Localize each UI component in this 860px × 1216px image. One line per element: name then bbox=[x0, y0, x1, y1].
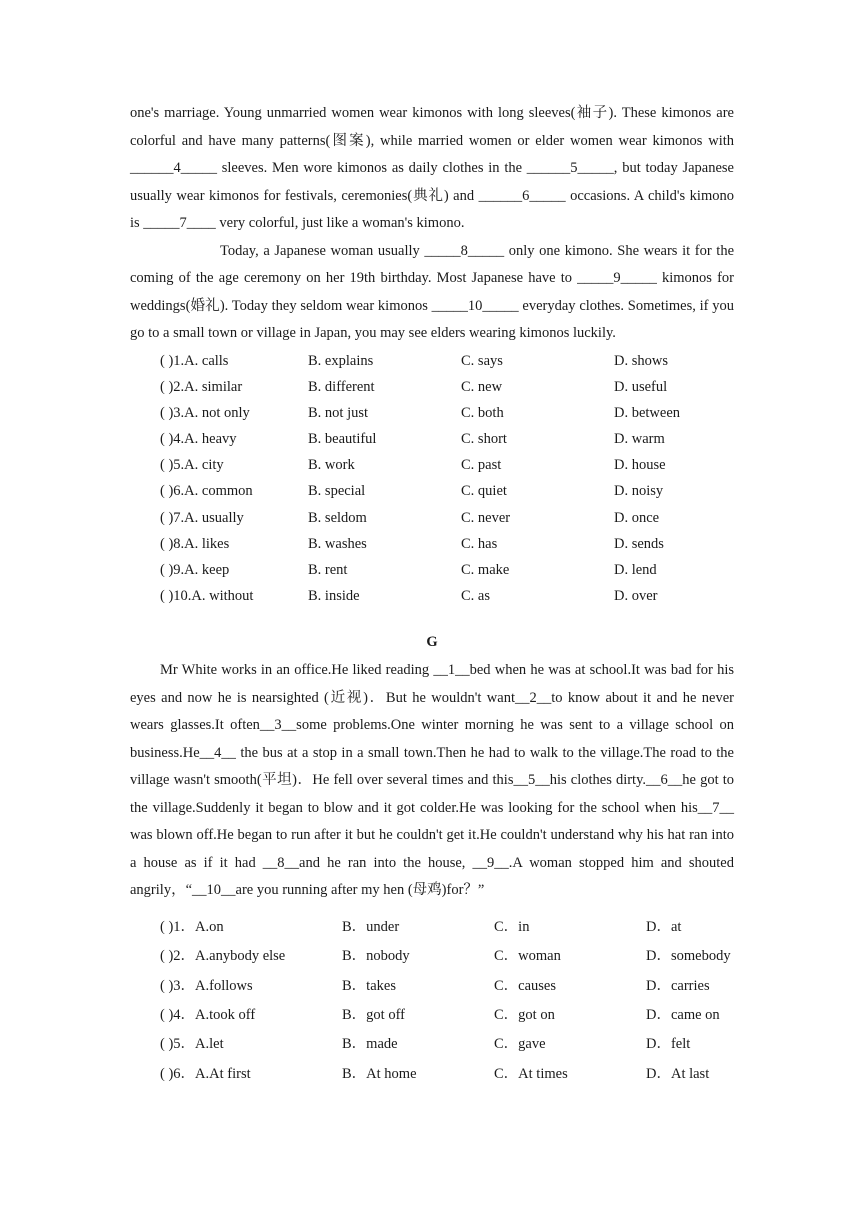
question-option-b: B. rent bbox=[308, 562, 348, 578]
question-option-d: D. house bbox=[614, 457, 666, 474]
question-option-c: C. never bbox=[461, 509, 511, 526]
question-option-d: D. between bbox=[614, 404, 681, 421]
question-option-b: B．under bbox=[342, 918, 400, 935]
question-option-c: C. past bbox=[461, 457, 502, 474]
question-option-d: D. warm bbox=[614, 431, 665, 448]
question-option-a: ( )1.A. calls bbox=[160, 352, 229, 369]
question-option-b: B. not just bbox=[308, 404, 369, 421]
question-option-a: ( )3.A. not only bbox=[160, 404, 250, 421]
question-option-d: D. sends bbox=[614, 535, 664, 552]
question-row bbox=[130, 426, 734, 452]
question-option-d: D．somebody bbox=[646, 948, 731, 965]
question-option-c: C．causes bbox=[494, 977, 557, 994]
question-option-d: D．came on bbox=[646, 1007, 720, 1024]
document-page bbox=[130, 100, 734, 1089]
question-row bbox=[130, 531, 734, 557]
passage-f-paragraph-2: Today, a Japanese woman usually _____8_____ only one kimono. She wears it for the coming of the age ceremony on her 19th birthday. Most Japanese have to _____9_____ kimonos for weddings(婚礼). Today they seldom wear kimonos _____10_____ everyday clothes. Sometimes, if you go to a small town or village in Japan, you may see elders wearing kimonos luckily. bbox=[130, 242, 734, 341]
question-option-b: B. seldom bbox=[308, 509, 367, 526]
question-option-c: C. short bbox=[461, 431, 507, 448]
question-option-a: ( )2．A.anybody else bbox=[160, 948, 286, 965]
question-option-b: B．got off bbox=[342, 1007, 405, 1024]
question-option-c: C. new bbox=[461, 378, 503, 395]
section-g-title: G bbox=[426, 634, 438, 651]
question-option-b: B．made bbox=[342, 1036, 398, 1053]
question-row bbox=[130, 505, 734, 531]
question-option-b: B．nobody bbox=[342, 948, 410, 965]
options-g bbox=[130, 913, 734, 1089]
question-option-c: C. says bbox=[461, 352, 503, 369]
question-option-b: B. work bbox=[308, 457, 355, 474]
question-option-c: C．got on bbox=[494, 1007, 555, 1024]
question-option-b: B. explains bbox=[308, 352, 374, 369]
question-option-a: ( )9.A. keep bbox=[160, 562, 230, 578]
question-option-c: C. both bbox=[461, 404, 504, 421]
question-option-b: B. washes bbox=[308, 535, 367, 552]
question-option-c: C．gave bbox=[494, 1036, 546, 1053]
question-option-a: ( )8.A. likes bbox=[160, 535, 230, 552]
question-option-d: D. lend bbox=[614, 562, 657, 578]
question-option-d: D．at bbox=[646, 918, 682, 935]
question-option-c: C．in bbox=[494, 918, 530, 935]
question-option-a: ( )6．A.At first bbox=[160, 1065, 251, 1082]
question-option-a: ( )1．A.on bbox=[160, 918, 224, 935]
question-option-d: D．felt bbox=[646, 1036, 691, 1053]
question-row bbox=[130, 1001, 734, 1030]
question-option-d: D. once bbox=[614, 509, 660, 526]
question-row bbox=[130, 452, 734, 478]
question-row bbox=[130, 478, 734, 504]
question-option-a: ( )2.A. similar bbox=[160, 378, 243, 395]
question-option-d: D. noisy bbox=[614, 483, 664, 500]
question-option-a: ( )6.A. common bbox=[160, 483, 253, 500]
question-option-b: B. inside bbox=[308, 588, 360, 605]
question-row bbox=[130, 400, 734, 426]
question-option-a: ( )10.A. without bbox=[160, 588, 254, 605]
question-option-a: ( )5．A.let bbox=[160, 1036, 224, 1053]
question-option-a: ( )4.A. heavy bbox=[160, 431, 237, 448]
question-row bbox=[130, 348, 734, 374]
question-option-d: D．At last bbox=[646, 1065, 710, 1082]
question-row bbox=[130, 942, 734, 971]
passage-g-paragraph: Mr White works in an office.He liked reading __1__bed when he was at school.It was bad for his eyes and now he is nearsighted (近视)．But he wouldn't want__2__to know about it and he never wears glasses.It often__3__some problems.One winter morning he was sent to a village school on business.He__4__ the bus at a stop in a small town.Then he had to walk to the village.The road to the village wasn't smooth(平坦)．He fell over several times and this__5__his clothes dirty.__6__he got to the village.Suddenly it began to blow and it got colder.He was looking for the school when his__7__ was blown off.He began to run after it but he couldn't get it.He couldn't understand why his hat ran into a house as if it had __8__and he ran into the house, __9__.A woman stopped him and shouted angrily，“__10__are you running after my hen (母鸡)for？” bbox=[130, 662, 734, 899]
question-option-c: C. as bbox=[461, 588, 490, 605]
question-option-a: ( )5.A. city bbox=[160, 457, 224, 474]
question-option-d: D. useful bbox=[614, 378, 668, 395]
question-row bbox=[130, 972, 734, 1001]
question-option-b: B．At home bbox=[342, 1065, 417, 1082]
question-option-b: B. different bbox=[308, 378, 375, 395]
question-option-b: B. beautiful bbox=[308, 431, 377, 448]
question-option-d: D. shows bbox=[614, 352, 668, 369]
question-option-a: ( )3．A.follows bbox=[160, 977, 253, 994]
passage-f-paragraph-1: one's marriage. Young unmarried women wear kimonos with long sleeves(袖子). These kimonos are colorful and have many patterns(图案), while married women or elder women wear kimonos with ______4_____ sleeves. Men wore kimonos as daily clothes in the ______5_____, but today Japanese usually wear kimonos for festivals, ceremonies(典礼) and ______6_____ occasions. A child's kimono is _____7____ very colorful, just like a woman's kimono. bbox=[130, 105, 734, 231]
question-option-c: C. quiet bbox=[461, 483, 507, 500]
question-row bbox=[130, 557, 734, 583]
question-row bbox=[130, 913, 734, 942]
question-option-c: C. make bbox=[461, 562, 510, 578]
question-option-c: C．At times bbox=[494, 1065, 568, 1082]
question-option-a: ( )7.A. usually bbox=[160, 509, 244, 526]
question-option-d: D．carries bbox=[646, 977, 710, 994]
question-row bbox=[130, 374, 734, 400]
options-f bbox=[130, 348, 734, 610]
question-row bbox=[130, 1060, 734, 1089]
question-row bbox=[130, 1030, 734, 1059]
question-option-b: B．takes bbox=[342, 977, 396, 994]
question-option-b: B. special bbox=[308, 483, 366, 500]
question-option-c: C. has bbox=[461, 535, 498, 552]
question-row bbox=[130, 583, 734, 609]
question-option-c: C．woman bbox=[494, 948, 561, 965]
question-option-a: ( )4．A.took off bbox=[160, 1007, 256, 1024]
question-option-d: D. over bbox=[614, 588, 658, 605]
